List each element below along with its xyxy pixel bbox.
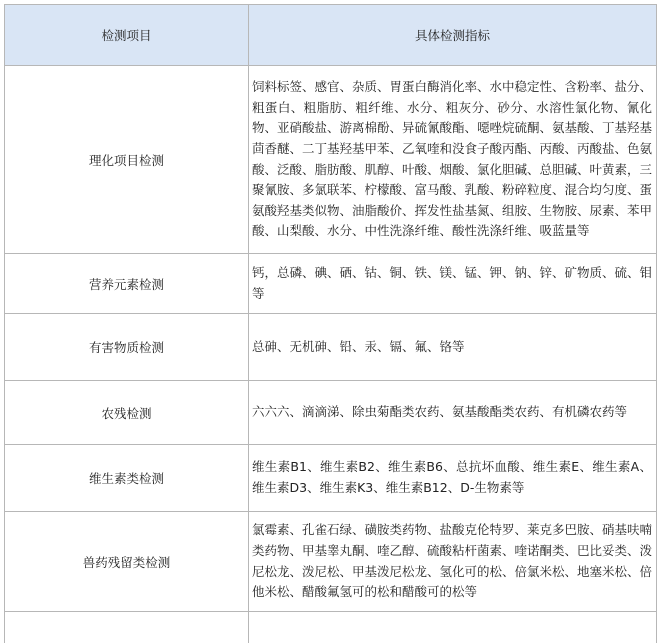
table-row (5, 254, 657, 314)
row-detail-text: 六六六、滴滴涕、除虫菊酯类农药、氨基酸酯类农药、有机磷农药等 (249, 381, 657, 445)
testing-indicators-table (4, 4, 657, 643)
row-detail-text: 总砷、无机砷、铅、汞、镉、氟、铬等 (249, 314, 657, 381)
row-item-label: 农残检测 (5, 381, 249, 445)
row-detail-text: 氯霉素、孔雀石绿、磺胺类药物、盐酸克伦特罗、莱克多巴胺、硝基呋喃类药物、甲基睾丸酮、喹乙醇、硫酸粘杆菌素、喹诺酮类、巴比妥类、泼尼松龙、泼尼松、甲基泼尼松龙、氢化可的松、倍氯米松、地塞米松、倍他米松、醋酸氟氢可的松和醋酸可的松等 (249, 512, 657, 612)
header-item: 检测项目 (5, 5, 249, 66)
table-row (5, 381, 657, 445)
row-item-label-empty (5, 612, 249, 643)
table-row (5, 66, 657, 254)
row-item-label: 有害物质检测 (5, 314, 249, 381)
header-row (5, 5, 657, 66)
row-detail-text: 维生素B1、维生素B2、维生素B6、总抗坏血酸、维生素E、维生素A、维生素D3、维生素K3、维生素B12、D-生物素等 (249, 445, 657, 512)
row-detail-text: 钙，总磷、碘、硒、钴、铜、铁、镁、锰、钾、钠、锌、矿物质、硫、钼等 (249, 254, 657, 314)
table-body (5, 66, 657, 643)
row-detail-text-empty (249, 612, 657, 643)
row-item-label: 理化项目检测 (5, 66, 249, 254)
row-item-label: 营养元素检测 (5, 254, 249, 314)
row-detail-text: 饲料标签、感官、杂质、胃蛋白酶消化率、水中稳定性、含粉率、盐分、粗蛋白、粗脂肪、粗纤维、水分、粗灰分、砂分、水溶性氯化物、氰化物、亚硝酸盐、游离棉酚、异硫氰酸酯、噁唑烷硫酮、氨基酸、丁基羟基茴香醚、二丁基羟基甲苯、乙氧喹和没食子酸丙酯、丙酸、丙酸盐、色氨酸、泛酸、脂肪酸、肌醇、叶酸、烟酸、氯化胆碱、总胆碱、叶黄素，三聚氰胺、多氯联苯、柠檬酸、富马酸、乳酸、粉碎粒度、混合均匀度、蛋氨酸羟基类似物、油脂酸价、挥发性盐基氮、组胺、生物胺、尿素、苯甲酸、山梨酸、水分、中性洗涤纤维、酸性洗涤纤维、吸蓝量等 (249, 66, 657, 254)
row-item-label: 维生素类检测 (5, 445, 249, 512)
table-row (5, 314, 657, 381)
table-row (5, 445, 657, 512)
table-header (5, 5, 657, 66)
header-detail: 具体检测指标 (249, 5, 657, 66)
table-row (5, 512, 657, 612)
row-item-label: 兽药残留类检测 (5, 512, 249, 612)
table-row-partial (5, 612, 657, 643)
